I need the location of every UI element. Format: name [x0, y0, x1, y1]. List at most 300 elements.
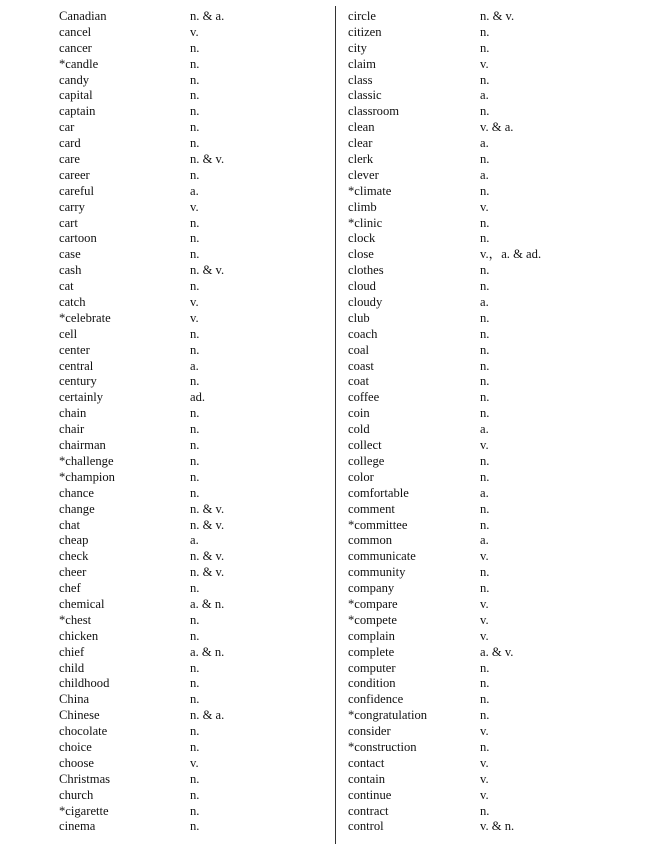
word-entry: [59, 629, 329, 645]
word-text: classic: [348, 88, 382, 103]
word-text: candy: [59, 72, 90, 87]
part-of-speech: v.: [190, 199, 199, 214]
word-text: communicate: [348, 549, 416, 564]
part-of-speech: n.: [190, 787, 200, 802]
word-text: check: [59, 549, 89, 564]
part-of-speech: v.: [480, 596, 489, 611]
part-of-speech: n.: [190, 136, 200, 151]
part-of-speech: n.: [190, 374, 200, 389]
word-entry: [59, 645, 329, 661]
part-of-speech: n.: [480, 692, 490, 707]
part-of-speech: n.: [190, 676, 200, 691]
word-entry: [59, 73, 329, 89]
word-text: chocolate: [59, 724, 108, 739]
part-of-speech: v.: [480, 787, 489, 802]
part-of-speech: a.: [480, 88, 489, 103]
word-text: coffee: [348, 390, 380, 405]
part-of-speech: n.: [190, 120, 200, 135]
word-entry: [59, 756, 329, 772]
word-text: clear: [348, 136, 373, 151]
part-of-speech: v.: [190, 755, 199, 770]
word-entry: [59, 136, 329, 152]
word-text: catch: [59, 295, 86, 310]
word-text: contain: [348, 771, 386, 786]
part-of-speech: a.: [190, 183, 199, 198]
part-of-speech: n. & a.: [190, 9, 225, 23]
word-text: cart: [59, 215, 78, 230]
word-entry: [348, 549, 648, 565]
part-of-speech: n.: [480, 358, 490, 373]
part-of-speech: n.: [480, 263, 490, 278]
part-of-speech: v.: [190, 295, 199, 310]
part-of-speech: n.: [480, 565, 490, 580]
word-text: choose: [59, 755, 94, 770]
word-entry: [348, 454, 648, 470]
word-text: central: [59, 358, 94, 373]
part-of-speech: v.: [480, 438, 489, 453]
word-text: captain: [59, 104, 96, 119]
word-text: *celebrate: [59, 310, 111, 325]
word-entry: [59, 518, 329, 534]
word-text: center: [59, 342, 90, 357]
part-of-speech: n. & v.: [190, 501, 225, 516]
word-entry: [348, 41, 648, 57]
part-of-speech: n.: [480, 660, 490, 675]
word-entry: [348, 184, 648, 200]
word-text: confidence: [348, 692, 404, 707]
word-text: clock: [348, 231, 376, 246]
part-of-speech: n.: [190, 422, 200, 437]
word-text: control: [348, 819, 384, 834]
word-text: company: [348, 581, 395, 596]
word-entry: [348, 25, 648, 41]
word-text: consider: [348, 724, 391, 739]
word-entry: [348, 311, 648, 327]
word-entry: [348, 390, 648, 406]
part-of-speech: n.: [190, 72, 200, 87]
word-entry: [59, 327, 329, 343]
part-of-speech: v.: [480, 724, 489, 739]
part-of-speech: a.: [190, 533, 199, 548]
word-text: *committee: [348, 517, 408, 532]
part-of-speech: n.: [480, 469, 490, 484]
word-entry: [59, 279, 329, 295]
word-entry: [348, 120, 648, 136]
part-of-speech: n.: [190, 628, 200, 643]
word-entry: [59, 502, 329, 518]
word-entry: [59, 247, 329, 263]
part-of-speech: a.: [480, 533, 489, 548]
part-of-speech: n.: [190, 692, 200, 707]
part-of-speech: n.: [480, 215, 490, 230]
word-text: classroom: [348, 104, 400, 119]
word-text: church: [59, 787, 94, 802]
word-entry: [59, 692, 329, 708]
part-of-speech: v.: [190, 24, 199, 39]
word-entry: [348, 263, 648, 279]
word-text: community: [348, 565, 406, 580]
part-of-speech: n.: [480, 24, 490, 39]
part-of-speech: n.: [480, 453, 490, 468]
word-text: chain: [59, 406, 87, 421]
word-entry: [59, 470, 329, 486]
word-text: color: [348, 469, 374, 484]
part-of-speech: n.: [190, 56, 200, 71]
word-entry: [59, 549, 329, 565]
word-text: clothes: [348, 263, 384, 278]
word-text: claim: [348, 56, 376, 71]
word-entry: [59, 295, 329, 311]
word-text: *challenge: [59, 453, 114, 468]
word-text: *compare: [348, 596, 398, 611]
part-of-speech: n.: [190, 581, 200, 596]
word-text: chef: [59, 581, 81, 596]
part-of-speech: n.: [190, 485, 200, 500]
word-entry: [59, 613, 329, 629]
word-text: chance: [59, 485, 94, 500]
word-entry: [59, 581, 329, 597]
word-text: chemical: [59, 596, 105, 611]
word-entry: [59, 724, 329, 740]
part-of-speech: n.: [480, 501, 490, 516]
word-text: *chest: [59, 612, 92, 627]
word-text: comfortable: [348, 485, 409, 500]
word-entry: [59, 25, 329, 41]
word-entry: [59, 57, 329, 73]
part-of-speech: v.: [480, 628, 489, 643]
part-of-speech: n.: [190, 326, 200, 341]
part-of-speech: n. & a.: [190, 708, 225, 723]
part-of-speech: a.: [480, 136, 489, 151]
word-entry: [59, 343, 329, 359]
word-text: class: [348, 72, 373, 87]
word-entry: [59, 216, 329, 232]
word-text: cell: [59, 326, 78, 341]
word-text: choice: [59, 739, 92, 754]
part-of-speech: n.: [480, 374, 490, 389]
part-of-speech: n. & v.: [190, 549, 225, 564]
part-of-speech: a. & n.: [190, 644, 225, 659]
word-entry: [59, 438, 329, 454]
word-text: coal: [348, 342, 369, 357]
word-entry: [348, 581, 648, 597]
word-entry: [348, 470, 648, 486]
word-text: clean: [348, 120, 375, 135]
column-divider: [335, 6, 336, 844]
part-of-speech: n. & v.: [480, 9, 515, 23]
left-word-column: [59, 9, 329, 835]
word-text: Christmas: [59, 771, 111, 786]
word-text: card: [59, 136, 81, 151]
part-of-speech: v.: [480, 771, 489, 786]
part-of-speech: n.: [480, 803, 490, 818]
word-text: cancel: [59, 24, 92, 39]
word-text: chicken: [59, 628, 99, 643]
part-of-speech: n.: [190, 279, 200, 294]
part-of-speech: n.: [480, 104, 490, 119]
word-entry: [348, 295, 648, 311]
part-of-speech: a.: [480, 422, 489, 437]
word-text: climb: [348, 199, 377, 214]
word-text: *compete: [348, 612, 397, 627]
part-of-speech: n. & v.: [190, 152, 225, 167]
word-entry: [348, 565, 648, 581]
word-entry: [59, 152, 329, 168]
word-text: computer: [348, 660, 396, 675]
part-of-speech: ad.: [190, 390, 206, 405]
part-of-speech: n.: [190, 612, 200, 627]
word-entry: [348, 661, 648, 677]
word-entry: [59, 88, 329, 104]
word-text: *candle: [59, 56, 99, 71]
word-text: condition: [348, 676, 396, 691]
word-entry: [59, 168, 329, 184]
part-of-speech: n.: [190, 739, 200, 754]
word-text: childhood: [59, 676, 110, 691]
word-entry: [348, 73, 648, 89]
word-entry: [348, 168, 648, 184]
right-word-column: [348, 9, 648, 835]
word-entry: [348, 629, 648, 645]
word-entry: [348, 359, 648, 375]
part-of-speech: n.: [480, 72, 490, 87]
part-of-speech: v.，a. & ad.: [480, 247, 542, 262]
part-of-speech: n. & v.: [190, 517, 225, 532]
part-of-speech: n.: [480, 40, 490, 55]
part-of-speech: v. & a.: [480, 120, 514, 135]
word-entry: [59, 184, 329, 200]
word-text: *champion: [59, 469, 115, 484]
part-of-speech: n.: [190, 438, 200, 453]
part-of-speech: n.: [190, 469, 200, 484]
word-entry: [348, 136, 648, 152]
word-entry: [59, 454, 329, 470]
word-text: cheap: [59, 533, 89, 548]
part-of-speech: n.: [480, 326, 490, 341]
part-of-speech: v.: [480, 199, 489, 214]
word-text: China: [59, 692, 90, 707]
word-text: chief: [59, 644, 85, 659]
part-of-speech: n.: [190, 167, 200, 182]
word-entry: [59, 819, 329, 835]
word-entry: [59, 804, 329, 820]
part-of-speech: v.: [480, 56, 489, 71]
word-text: cancer: [59, 40, 92, 55]
word-text: cartoon: [59, 231, 97, 246]
part-of-speech: n.: [480, 183, 490, 198]
word-entry: [59, 406, 329, 422]
word-entry: [348, 692, 648, 708]
word-text: city: [348, 40, 367, 55]
part-of-speech: n.: [480, 152, 490, 167]
word-entry: [348, 438, 648, 454]
word-entry: [59, 41, 329, 57]
part-of-speech: n.: [480, 342, 490, 357]
part-of-speech: n. & v.: [190, 263, 225, 278]
word-entry: [348, 740, 648, 756]
word-entry: [59, 390, 329, 406]
word-entry: [59, 533, 329, 549]
part-of-speech: n. & v.: [190, 565, 225, 580]
word-text: clever: [348, 167, 379, 182]
word-entry: [348, 756, 648, 772]
word-text: cloud: [348, 279, 376, 294]
word-entry: [348, 533, 648, 549]
word-text: careful: [59, 183, 94, 198]
part-of-speech: a. & v.: [480, 644, 514, 659]
word-entry: [348, 406, 648, 422]
word-entry: [59, 740, 329, 756]
word-text: contact: [348, 755, 385, 770]
word-entry: [59, 200, 329, 216]
part-of-speech: v.: [190, 310, 199, 325]
part-of-speech: n.: [190, 104, 200, 119]
word-text: carry: [59, 199, 85, 214]
part-of-speech: v.: [480, 612, 489, 627]
part-of-speech: n.: [190, 40, 200, 55]
part-of-speech: n.: [190, 215, 200, 230]
word-entry: [59, 104, 329, 120]
word-text: complete: [348, 644, 395, 659]
word-entry: [59, 772, 329, 788]
part-of-speech: v.: [480, 549, 489, 564]
word-entry: [348, 231, 648, 247]
word-entry: [59, 231, 329, 247]
word-entry: [59, 311, 329, 327]
word-text: *climate: [348, 183, 392, 198]
word-text: *construction: [348, 739, 417, 754]
word-entry: [348, 819, 648, 835]
word-entry: [59, 788, 329, 804]
word-entry: [348, 152, 648, 168]
word-entry: [59, 486, 329, 502]
part-of-speech: n.: [480, 676, 490, 691]
part-of-speech: n.: [190, 660, 200, 675]
word-entry: [348, 422, 648, 438]
word-entry: [348, 676, 648, 692]
word-entry: [348, 708, 648, 724]
word-text: club: [348, 310, 370, 325]
word-text: *cigarette: [59, 803, 109, 818]
word-entry: [59, 597, 329, 613]
part-of-speech: n.: [190, 247, 200, 262]
word-entry: [348, 613, 648, 629]
word-text: child: [59, 660, 85, 675]
word-entry: [348, 597, 648, 613]
word-entry: [348, 88, 648, 104]
word-text: contract: [348, 803, 389, 818]
part-of-speech: n.: [190, 803, 200, 818]
word-entry: [348, 518, 648, 534]
part-of-speech: v.: [480, 755, 489, 770]
word-entry: [348, 57, 648, 73]
part-of-speech: n.: [480, 279, 490, 294]
word-entry: [59, 565, 329, 581]
word-text: continue: [348, 787, 392, 802]
word-entry: [348, 724, 648, 740]
word-entry: [348, 502, 648, 518]
part-of-speech: a. & n.: [190, 596, 225, 611]
word-text: comment: [348, 501, 395, 516]
word-entry: [348, 486, 648, 502]
part-of-speech: n.: [480, 406, 490, 421]
part-of-speech: n.: [480, 517, 490, 532]
word-entry: [59, 263, 329, 279]
word-text: capital: [59, 88, 93, 103]
word-text: coach: [348, 326, 378, 341]
part-of-speech: n.: [480, 581, 490, 596]
word-text: coat: [348, 374, 369, 389]
word-entry: [59, 120, 329, 136]
word-entry: [59, 676, 329, 692]
part-of-speech: a.: [480, 485, 489, 500]
word-text: change: [59, 501, 95, 516]
part-of-speech: n.: [190, 342, 200, 357]
word-text: Chinese: [59, 708, 100, 723]
word-entry: [59, 9, 329, 25]
word-entry: [59, 422, 329, 438]
part-of-speech: n.: [190, 88, 200, 103]
word-entry: [348, 9, 648, 25]
word-text: close: [348, 247, 374, 262]
word-text: *congratulation: [348, 708, 428, 723]
word-entry: [348, 343, 648, 359]
word-entry: [348, 772, 648, 788]
word-text: career: [59, 167, 90, 182]
part-of-speech: n.: [480, 231, 490, 246]
part-of-speech: v. & n.: [480, 819, 515, 834]
word-text: circle: [348, 9, 376, 23]
word-entry: [348, 247, 648, 263]
part-of-speech: n.: [190, 724, 200, 739]
part-of-speech: a.: [480, 167, 489, 182]
part-of-speech: n.: [480, 739, 490, 754]
word-text: coin: [348, 406, 370, 421]
word-text: case: [59, 247, 81, 262]
word-text: chat: [59, 517, 80, 532]
word-text: citizen: [348, 24, 382, 39]
word-entry: [348, 279, 648, 295]
word-text: century: [59, 374, 97, 389]
word-text: collect: [348, 438, 382, 453]
word-entry: [348, 327, 648, 343]
part-of-speech: a.: [480, 295, 489, 310]
word-text: cash: [59, 263, 82, 278]
word-text: car: [59, 120, 75, 135]
word-entry: [348, 645, 648, 661]
part-of-speech: n.: [190, 771, 200, 786]
word-text: chairman: [59, 438, 106, 453]
part-of-speech: n.: [190, 406, 200, 421]
word-text: coast: [348, 358, 374, 373]
word-text: clerk: [348, 152, 374, 167]
word-text: Canadian: [59, 9, 107, 23]
word-entry: [59, 374, 329, 390]
word-entry: [348, 374, 648, 390]
word-entry: [59, 661, 329, 677]
word-text: cheer: [59, 565, 87, 580]
word-text: cat: [59, 279, 74, 294]
word-entry: [59, 708, 329, 724]
word-text: care: [59, 152, 80, 167]
part-of-speech: n.: [480, 708, 490, 723]
word-text: cloudy: [348, 295, 383, 310]
word-text: cold: [348, 422, 370, 437]
word-text: cinema: [59, 819, 96, 834]
word-entry: [59, 359, 329, 375]
word-text: certainly: [59, 390, 104, 405]
word-entry: [348, 200, 648, 216]
